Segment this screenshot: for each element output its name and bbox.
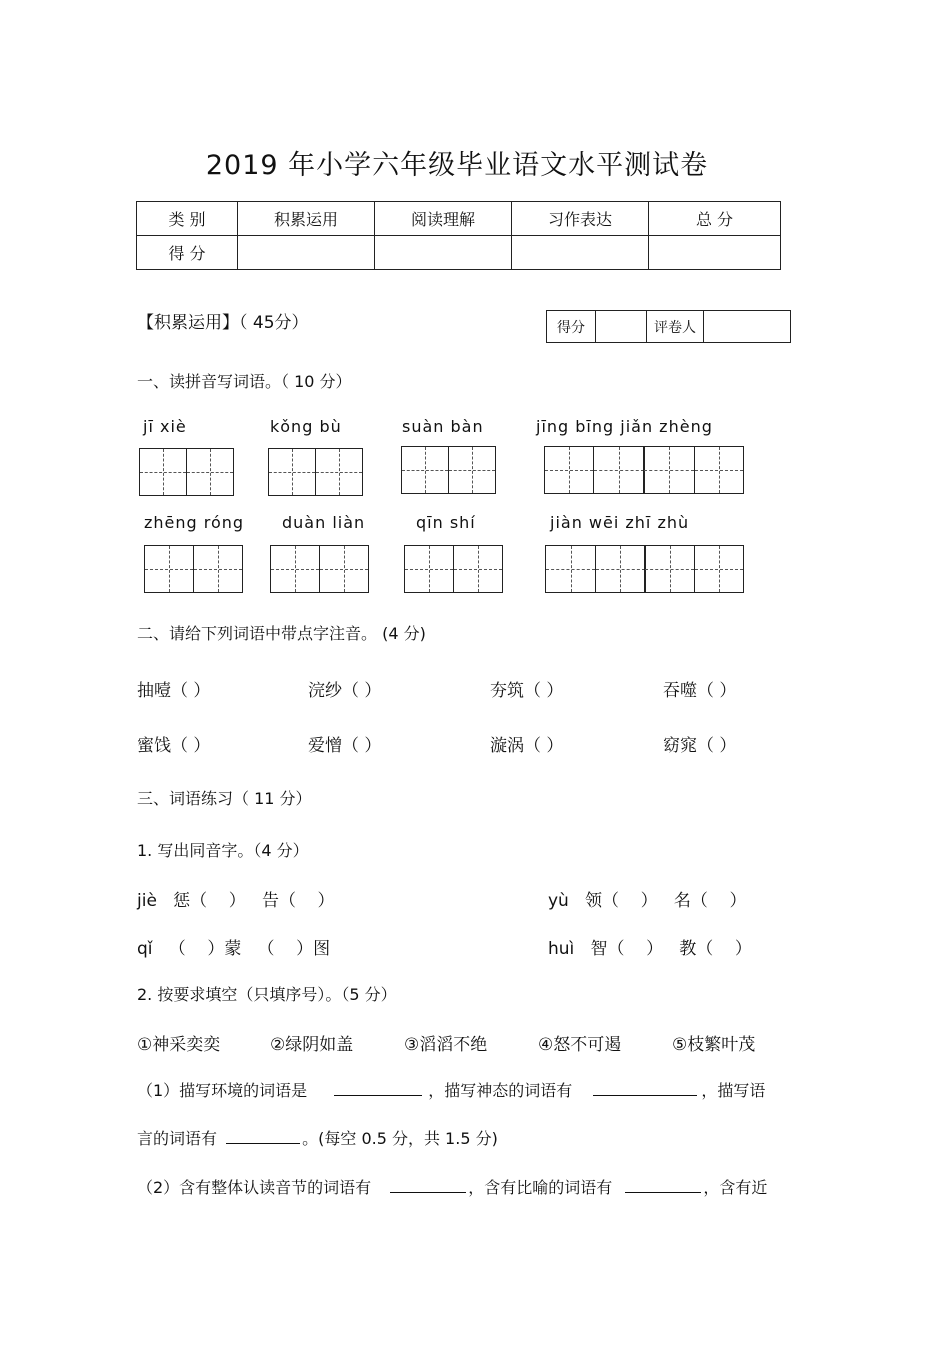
header-total: 总 分 — [649, 202, 781, 236]
homophone-line: yù 领（ ） 名（ ） — [548, 891, 747, 911]
option-item: ③滔滔不绝 — [404, 1035, 488, 1055]
pinyin-label: qīn shí — [416, 513, 476, 532]
row-label-score: 得 分 — [137, 236, 238, 270]
pinyin-label: kǒng bù — [270, 417, 342, 436]
homophone-line: qǐ （ ）蒙 （ ）图 — [137, 939, 331, 959]
phonetic-item: 爱憎（ ） — [308, 736, 382, 756]
fill-line-1 — [137, 1078, 765, 1101]
phonetic-item: 吞噬（ ） — [663, 681, 737, 701]
option-item: ②绿阴如盖 — [270, 1035, 354, 1055]
homophone-line: jiè 惩（ ） 告（ ） — [137, 891, 335, 911]
grader-score-cell[interactable] — [596, 311, 647, 343]
fill-text: ，含有比喻的词语有 — [468, 1178, 613, 1197]
answer-blank[interactable] — [334, 1079, 422, 1096]
phonetic-item: 蜜饯（ ） — [137, 736, 211, 756]
writing-grid[interactable] — [545, 545, 744, 593]
grader-name-cell[interactable] — [704, 311, 791, 343]
score-cell[interactable] — [375, 236, 512, 270]
writing-grid[interactable] — [544, 446, 744, 494]
grader-table — [546, 310, 791, 343]
phonetic-item: 浣纱（ ） — [308, 681, 382, 701]
phonetic-item: 窈窕（ ） — [663, 736, 737, 756]
page-title: 2019 年小学六年级毕业语文水平测试卷 — [205, 150, 709, 181]
header-accumulation: 积累运用 — [238, 202, 375, 236]
phonetic-item: 抽噎（ ） — [137, 681, 211, 701]
grader-name-label: 评卷人 — [647, 311, 704, 343]
fill-text: ，描写神态的词语有 — [428, 1081, 573, 1100]
option-item: ④怒不可遏 — [538, 1035, 622, 1055]
question-3-title: 三、词语练习（ 11 分） — [137, 789, 312, 808]
subquestion-2-title: 2. 按要求填空（只填序号）。（5 分） — [137, 985, 397, 1004]
writing-grid[interactable] — [270, 545, 369, 593]
writing-grid[interactable] — [268, 448, 363, 496]
phonetic-item: 夯筑（ ） — [490, 681, 564, 701]
fill-text: 言的词语有 — [137, 1129, 218, 1148]
header-writing: 习作表达 — [512, 202, 649, 236]
pinyin-label: jī xiè — [143, 417, 187, 436]
writing-grid[interactable] — [144, 545, 243, 593]
fill-line-3 — [137, 1175, 767, 1198]
fill-text: （2）含有整体认读音节的词语有 — [137, 1178, 372, 1197]
answer-blank[interactable] — [625, 1176, 701, 1193]
fill-text: ，描写语 — [701, 1081, 766, 1100]
fill-text: （1）描写环境的词语是 — [137, 1081, 308, 1100]
score-cell[interactable] — [512, 236, 649, 270]
question-1-title: 一、读拼音写词语。（ 10 分） — [137, 372, 352, 391]
answer-blank[interactable] — [226, 1127, 300, 1144]
homophone-line: huì 智（ ） 教（ ） — [548, 939, 752, 959]
answer-blank[interactable] — [593, 1079, 697, 1096]
header-reading: 阅读理解 — [375, 202, 512, 236]
score-summary-table — [136, 201, 781, 270]
fill-text: 。(每空 0.5 分，共 1.5 分) — [302, 1129, 498, 1148]
fill-line-2 — [137, 1126, 498, 1149]
pinyin-label: jiàn wēi zhī zhù — [550, 513, 690, 532]
phonetic-item: 漩涡（ ） — [490, 736, 564, 756]
option-item: ⑤枝繁叶茂 — [672, 1035, 756, 1055]
writing-grid[interactable] — [401, 446, 496, 494]
question-2-title: 二、请给下列词语中带点字注音。 (4 分) — [137, 624, 426, 643]
header-category: 类 别 — [137, 202, 238, 236]
option-item: ①神采奕奕 — [137, 1035, 221, 1055]
subquestion-1-title: 1. 写出同音字。（4 分） — [137, 841, 309, 860]
score-cell[interactable] — [649, 236, 781, 270]
grader-score-label: 得分 — [547, 311, 596, 343]
pinyin-label: suàn bàn — [402, 417, 484, 436]
pinyin-label: duàn liàn — [282, 513, 366, 532]
pinyin-label: zhēng róng — [144, 513, 245, 532]
fill-text: ，含有近 — [703, 1178, 768, 1197]
score-cell[interactable] — [238, 236, 375, 270]
writing-grid[interactable] — [404, 545, 503, 593]
writing-grid[interactable] — [139, 448, 234, 496]
answer-blank[interactable] — [390, 1176, 466, 1193]
section-title: 【积累运用】（ 45分） — [137, 313, 309, 333]
pinyin-label: jīng bīng jiǎn zhèng — [536, 417, 713, 436]
